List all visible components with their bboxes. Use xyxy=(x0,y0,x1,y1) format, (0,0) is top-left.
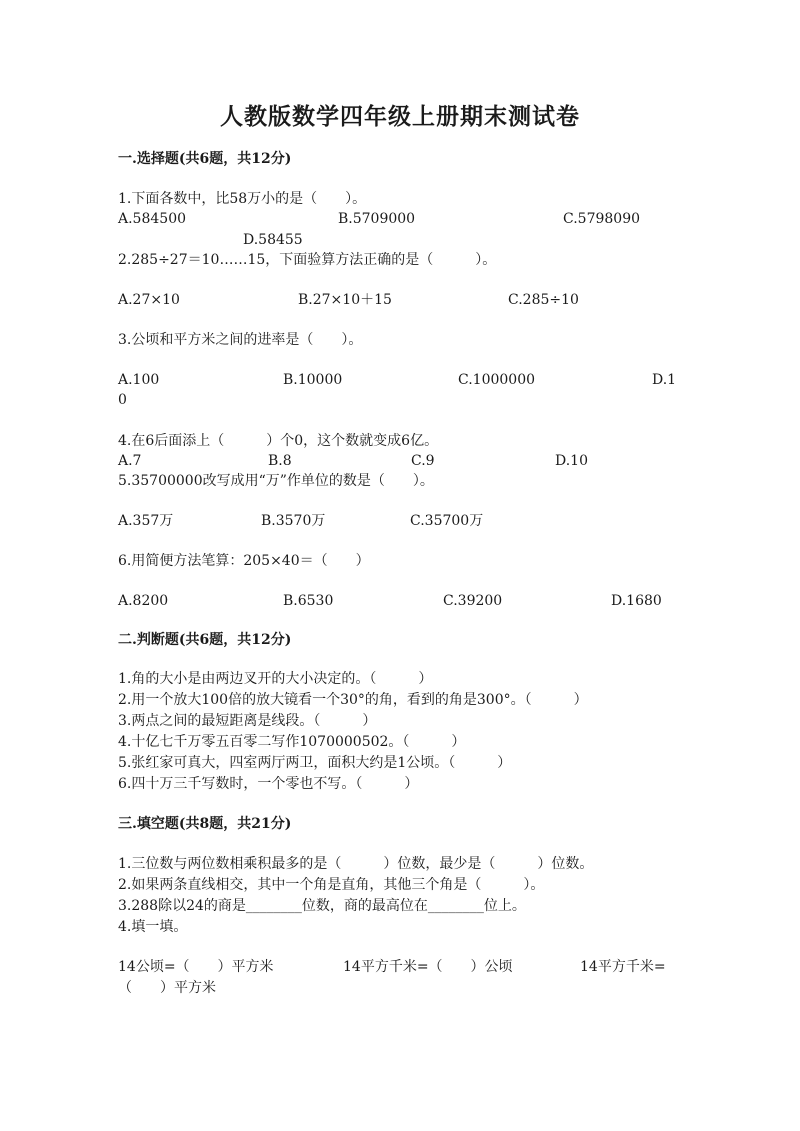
q1-option-a: A.584500 xyxy=(118,211,187,227)
fill-item: 3.288除以24的商是________位数，商的最高位在________位上。 xyxy=(118,898,526,914)
q5-option-a: A.357万 xyxy=(118,513,174,529)
section-heading-fill: 三.填空题(共8题，共21分) xyxy=(118,816,292,832)
q6-option-d: D.1680 xyxy=(611,593,662,609)
q2-option-a: A.27×10 xyxy=(118,292,180,308)
q4-option-d: D.10 xyxy=(555,453,588,469)
section-heading-choice: 一.选择题(共6题，共12分) xyxy=(118,151,292,167)
fill-item: 1.三位数与两位数相乘积最多的是（ ）位数，最少是（ ）位数。 xyxy=(118,856,594,872)
q4-option-b: B.8 xyxy=(268,453,292,469)
fill-blank-a: 14公顷=（ ）平方米 xyxy=(118,959,274,975)
q1-option-b: B.5709000 xyxy=(338,211,416,227)
judge-item: 5.张红家可真大，四室两厅两卫，面积大约是1公顷。（ ） xyxy=(118,755,512,771)
q4-stem: 4.在6后面添上（ ）个0，这个数就变成6亿。 xyxy=(118,433,439,449)
q4-option-a: A.7 xyxy=(118,453,142,469)
q6-stem: 6.用简便方法笔算：205×40＝（ ） xyxy=(118,553,370,569)
q6-option-b: B.6530 xyxy=(283,593,334,609)
fill-item: 4.填一填。 xyxy=(118,919,188,935)
q3-stem: 3.公顷和平方米之间的进率是（ ）。 xyxy=(118,332,363,348)
judge-item: 2.用一个放大100倍的放大镜看一个30°的角，看到的角是300°。（ ） xyxy=(118,692,588,708)
q3-option-c: C.1000000 xyxy=(458,372,536,388)
q2-stem: 2.285÷27＝10……15，下面验算方法正确的是（ ）。 xyxy=(118,252,497,268)
fill-blank-b: 14平方千米=（ ）公顷 xyxy=(343,959,513,975)
q5-stem: 5.35700000改写成用“万”作单位的数是（ ）。 xyxy=(118,473,434,489)
fill-item: 2.如果两条直线相交，其中一个角是直角，其他三个角是（ ）。 xyxy=(118,877,545,893)
q1-option-d: D.58455 xyxy=(243,232,303,248)
q6-option-a: A.8200 xyxy=(118,593,169,609)
fill-blank-c-wrap: （ ）平方米 xyxy=(118,980,216,996)
judge-item: 4.十亿七千万零五百零二写作1070000502。（ ） xyxy=(118,734,466,750)
q6-option-c: C.39200 xyxy=(443,593,503,609)
q3-option-d-wrap: 0 xyxy=(118,392,127,408)
section-heading-judge: 二.判断题(共6题，共12分) xyxy=(118,632,292,648)
fill-blank-c: 14平方千米= xyxy=(580,959,666,975)
q3-option-a: A.100 xyxy=(118,372,160,388)
q3-option-b: B.10000 xyxy=(283,372,343,388)
q2-option-b: B.27×10＋15 xyxy=(298,292,392,308)
q5-option-c: C.35700万 xyxy=(410,513,484,529)
q1-option-c: C.5798090 xyxy=(563,211,641,227)
q1-stem: 1.下面各数中，比58万小的是（ ）。 xyxy=(118,191,367,207)
page-title: 人教版数学四年级上册期末测试卷 xyxy=(220,103,580,130)
judge-item: 1.角的大小是由两边叉开的大小决定的。（ ） xyxy=(118,671,433,687)
q2-option-c: C.285÷10 xyxy=(508,292,579,308)
judge-item: 6.四十万三千写数时，一个零也不写。（ ） xyxy=(118,776,419,792)
q4-option-c: C.9 xyxy=(411,453,435,469)
judge-item: 3.两点之间的最短距离是线段。（ ） xyxy=(118,713,377,729)
q5-option-b: B.3570万 xyxy=(261,513,326,529)
q3-option-d: D.1 xyxy=(652,372,677,388)
